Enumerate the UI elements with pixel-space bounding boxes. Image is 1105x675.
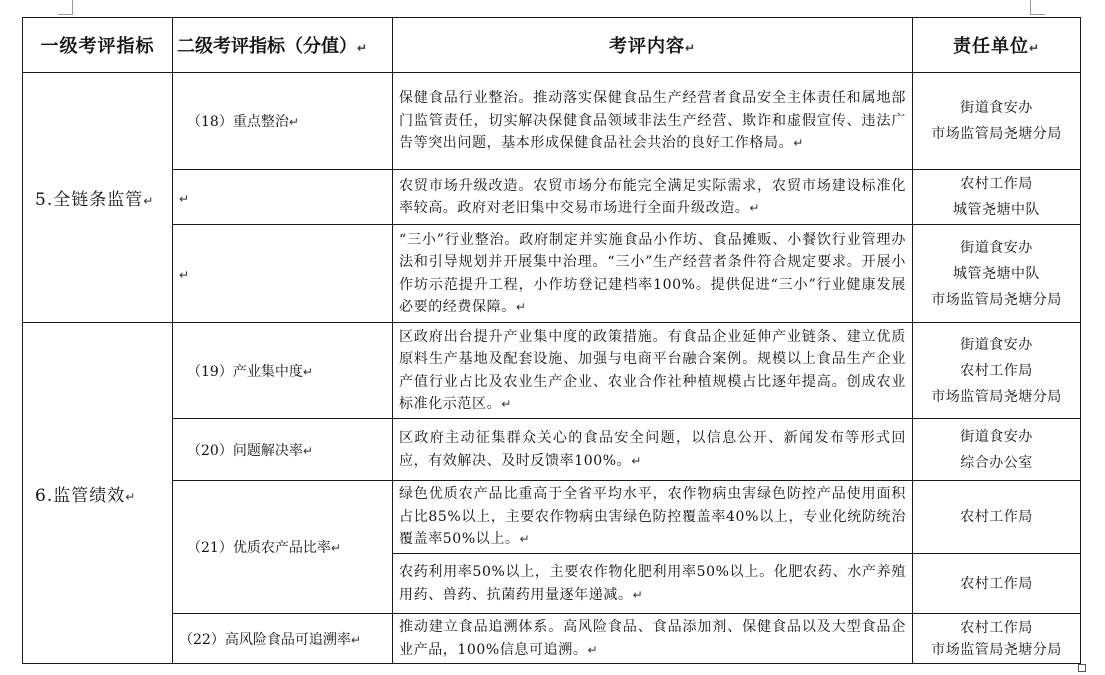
level2-cell-empty: ↵ (173, 170, 393, 225)
table-row (23, 614, 1081, 664)
level2-cell: （20）问题解决率↵ (173, 419, 393, 481)
table-row (23, 170, 1081, 225)
level1-cell: 6.监管绩效↵ (23, 323, 173, 664)
content-cell: “三小”行业整治。政府制定并实施食品小作坊、食品摊贩、小餐饮行业管理办法和引导规划并开展集中治理。“三小”生产经营者条件符合规定要求。开展小作坊示范提升工程，小作坊登记建档率100%。提供促进“三小”行业健康发展必要的经费保障。↵ (393, 225, 913, 323)
table-row (23, 323, 1081, 419)
unit-cell: 农村工作局 (913, 554, 1081, 614)
content-cell: 推动建立食品追溯体系。高风险食品、食品添加剂、保健食品以及大型食品企业产品，100%信息可追溯。↵ (393, 614, 913, 664)
level1-cell: 5.全链条监管↵ (23, 73, 173, 323)
corner-mark (1078, 664, 1086, 672)
content-cell: 农贸市场升级改造。农贸市场分布能完全满足实际需求，农贸市场建设标准化率较高。政府对老旧集中交易市场进行全面升级改造。↵ (393, 170, 913, 225)
level2-cell: （22）高风险食品可追溯率↵ (173, 614, 393, 664)
evaluation-table (22, 17, 1081, 664)
unit-cell: 农村工作局 市场监管局尧塘分局 (913, 614, 1081, 664)
header-level1: 一级考评指标 (23, 18, 173, 73)
level2-cell: （19）产业集中度↵ (173, 323, 393, 419)
table-row (23, 225, 1081, 323)
header-level2: 二级考评指标（分值）↵ (173, 18, 393, 73)
level2-cell: （21）优质农产品比率↵ (173, 481, 393, 614)
table-row (23, 73, 1081, 170)
level2-cell: （18）重点整治↵ (173, 73, 393, 170)
level2-cell-empty: ↵ (173, 225, 393, 323)
crop-mark-top-right (1030, 0, 1045, 15)
unit-cell: 街道食安办 综合办公室 (913, 419, 1081, 481)
unit-cell: 农村工作局 城管尧塘中队 (913, 170, 1081, 225)
header-row (23, 18, 1081, 73)
table-row (23, 419, 1081, 481)
table-row (23, 481, 1081, 554)
unit-cell: 街道食安办 农村工作局 市场监管局尧塘分局 (913, 323, 1081, 419)
header-content: 考评内容↵ (393, 18, 913, 73)
content-cell: 区政府出台提升产业集中度的政策措施。有食品企业延伸产业链条、建立优质原料生产基地及配套设施、加强与电商平台融合案例。规模以上食品生产企业产值行业占比及农业生产企业、农业合作社种植规模占比逐年提高。创成农业标准化示范区。↵ (393, 323, 913, 419)
unit-cell: 街道食安办 市场监管局尧塘分局 (913, 73, 1081, 170)
header-unit: 责任单位↵ (913, 18, 1081, 73)
content-cell: 区政府主动征集群众关心的食品安全问题，以信息公开、新闻发布等形式回应，有效解决、及时反馈率100%。↵ (393, 419, 913, 481)
unit-cell: 街道食安办 城管尧塘中队 市场监管局尧塘分局 (913, 225, 1081, 323)
content-cell: 保健食品行业整治。推动落实保健食品生产经营者食品安全主体责任和属地部门监管责任，切实解决保健食品领域非法生产经营、欺诈和虚假宣传、违法广告等突出问题，基本形成保健食品社会共治的良好工作格局。↵ (393, 73, 913, 170)
crop-mark-top-left (58, 0, 73, 15)
content-cell: 农药利用率50%以上，主要农作物化肥利用率50%以上。化肥农药、水产养殖用药、兽药、抗菌药用量逐年递减。↵ (393, 554, 913, 614)
unit-cell: 农村工作局 (913, 481, 1081, 554)
content-cell: 绿色优质农产品比重高于全省平均水平，农作物病虫害绿色防控产品使用面积占比85%以上，主要农作物病虫害绿色防控覆盖率40%以上，专业化统防统治覆盖率50%以上。↵ (393, 481, 913, 554)
